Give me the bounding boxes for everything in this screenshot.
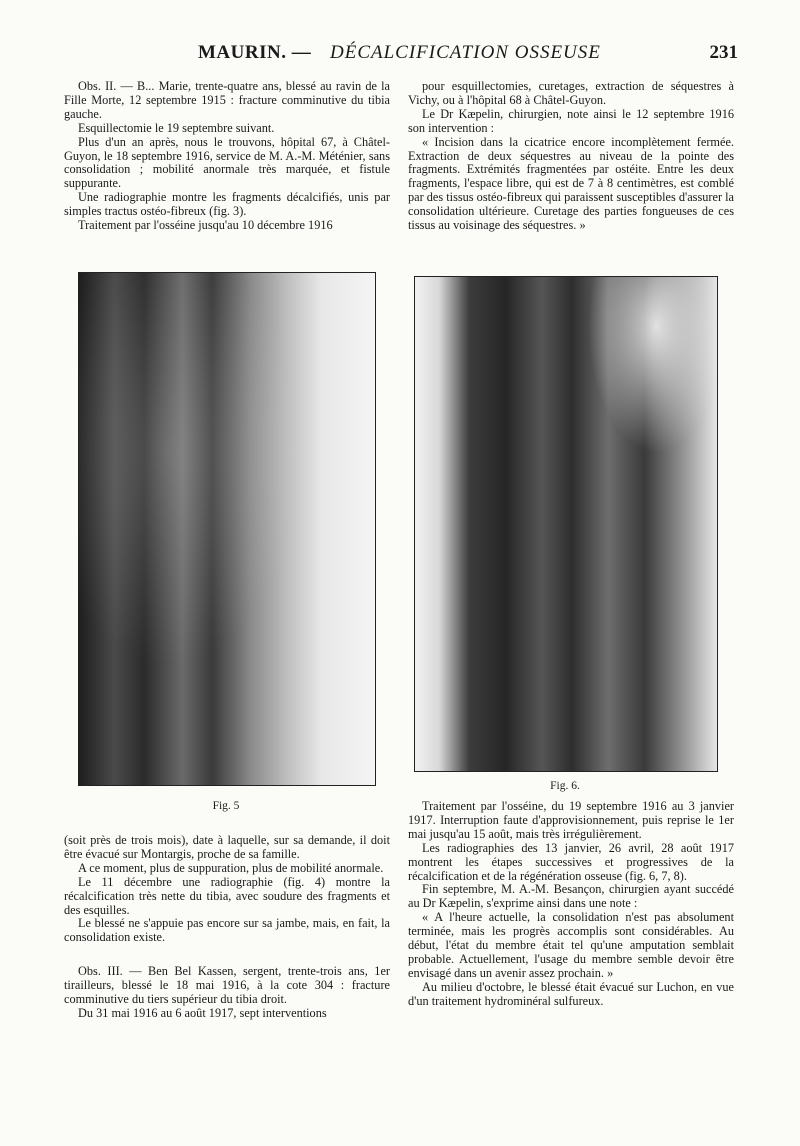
- paragraph: Une radiographie montre les fragments décalcifiés, unis par simples tractus ostéo-fibreux (fig. 3).: [64, 190, 390, 219]
- paragraph: A ce moment, plus de suppuration, plus de mobilité anormale.: [78, 860, 384, 875]
- paragraph: pour esquillectomies, curetages, extraction de séquestres à Vichy, ou à l'hôpital 68 à Châtel-Guyon.: [408, 79, 734, 107]
- left-column-top: [64, 80, 390, 233]
- paragraph: Le blessé ne s'appuie pas encore sur sa jambe, mais, en fait, la consolidation existe.: [64, 916, 390, 945]
- page-number: 231: [709, 42, 738, 63]
- paragraph: Obs. III. — Ben Bel Kassen, sergent, trente-trois ans, 1er tirailleurs, blessé le 18 mai 1916, à la cote 304 : fracture comminutive du tiers supérieur du tibia droit.: [64, 964, 390, 1007]
- paragraph: Plus d'un an après, nous le trouvons, hôpital 67, à Châtel-Guyon, le 18 septembre 1916, service de M. A.-M. Méténier, sans consolidation ; mobilité anormale très marquée, et fistule suppurante.: [64, 134, 390, 191]
- paragraph: Esquillectomie le 19 septembre suivant.: [78, 120, 275, 135]
- paragraph: « Incision dans la cicatrice encore incomplètement fermée. Extraction de deux séquestres au niveau de la pointe des fragments. Extrémités fragmentées par ostéite. Entre les deux fragments, l'espace libre, qui est de 7 à 8 centimètres, est comblé par des tissus ostéo-fibreux qui paraissent susceptibles d'assurer la consolidation ultérieure. Curetage des parties fongueuses de ces tissus au voisinage des séquestres. »: [408, 134, 734, 233]
- paragraph: (soit près de trois mois), date à laquelle, sur sa demande, il doit être évacué sur Montargis, proche de sa famille.: [64, 833, 390, 861]
- radiograph-fig5: [78, 272, 376, 786]
- paragraph: Du 31 mai 1916 au 6 août 1917, sept interventions: [78, 1005, 327, 1020]
- paragraph: Le Dr Kæpelin, chirurgien, note ainsi le 12 septembre 1916 son intervention :: [408, 106, 734, 135]
- paragraph: Traitement par l'osséine, du 19 septembre 1916 au 3 janvier 1917. Interruption faute d'approvisionnement, puis reprise le 1er mai jusqu'au 15 août, mais très irrégulièrement.: [408, 799, 734, 841]
- radiograph-fig6: [414, 276, 718, 772]
- running-header: [62, 42, 738, 70]
- paragraph: Au milieu d'octobre, le blessé était évacué sur Luchon, en vue d'un traitement hydrominéral sulfureux.: [408, 979, 734, 1008]
- header-title: DÉCALCIFICATION OSSEUSE: [330, 42, 601, 63]
- paragraph: Fin septembre, M. A.-M. Besançon, chirurgien ayant succédé au Dr Kæpelin, s'exprime ainsi dans une note :: [408, 882, 734, 911]
- paragraph: Obs. II. — B... Marie, trente-quatre ans, blessé au ravin de la Fille Morte, 12 septembre 1915 : fracture comminutive du tibia gauche.: [64, 79, 390, 121]
- paragraph: Traitement par l'osséine jusqu'au 10 décembre 1916: [78, 218, 333, 233]
- fig5-caption: Fig. 5: [212, 800, 240, 812]
- paragraph: Les radiographies des 13 janvier, 26 avril, 28 août 1917 montrent les étapes successives et progressives de la récalcification et de la régénération osseuse (fig. 6, 7, 8).: [408, 840, 734, 883]
- paragraph: « A l'heure actuelle, la consolidation n'est pas absolument terminée, mais les progrès accomplis sont considérables. Au début, l'état du membre était tel qu'une amputation semblait probable. Actuellement, l'usage du membre semble devoir être envisagé dans un avenir assez prochain. »: [408, 910, 734, 980]
- right-column-top: [408, 80, 734, 233]
- fig6-caption: Fig. 6.: [550, 780, 580, 792]
- paragraph: Le 11 décembre une radiographie (fig. 4) montre la récalcification très nette du tibia, avec soudure des fragments et des esquilles.: [64, 874, 390, 917]
- header-author: MAURIN. —: [198, 42, 312, 63]
- left-column-bottom: [64, 834, 390, 1021]
- right-column-bottom: [408, 800, 734, 1009]
